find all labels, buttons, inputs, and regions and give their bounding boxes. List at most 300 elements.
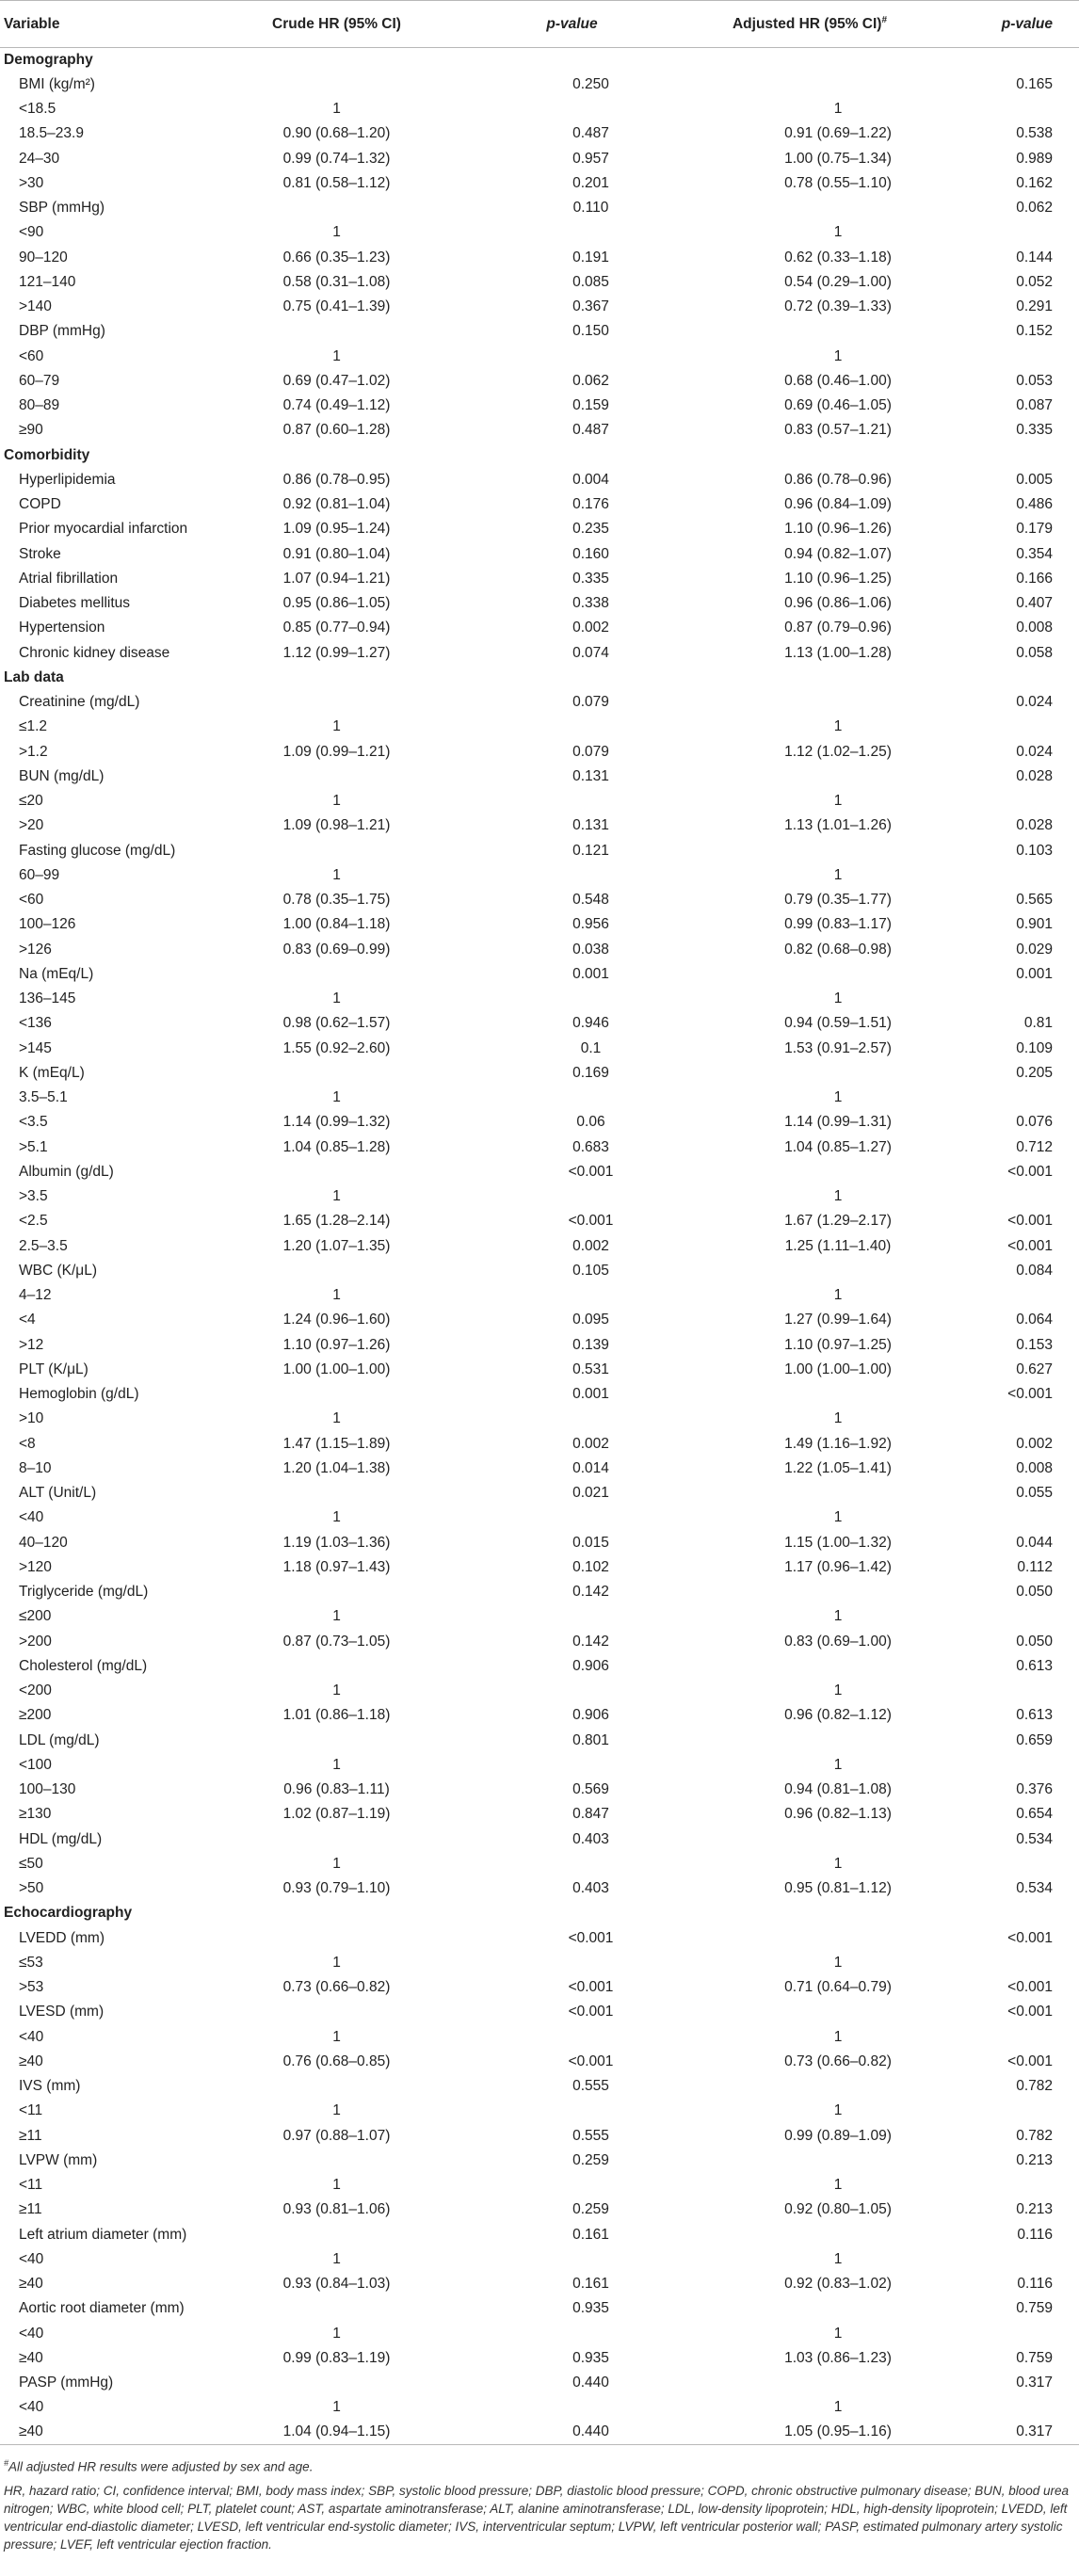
table-row <box>0 1061 1079 1086</box>
adjusted-hr-cell: 1 <box>833 866 843 883</box>
adjusted-hr-cell <box>711 2074 909 2099</box>
crude-p-value-cell: 0.259 <box>572 2151 609 2168</box>
variable-cell: 121–140 <box>19 273 76 290</box>
adjusted-p-value-cell <box>909 1407 1079 1431</box>
table-row <box>0 1778 1079 1802</box>
crude-hr-cell: 0.86 (0.78–0.95) <box>282 471 391 488</box>
crude-hr-cell <box>240 839 433 863</box>
variable-cell: <40 <box>19 2399 44 2416</box>
adjusted-p-value-cell: 0.613 <box>1016 1657 1053 1674</box>
variable-cell: K (mEq/L) <box>19 1064 85 1081</box>
variable-cell: 3.5–5.1 <box>19 1089 68 1106</box>
table-row <box>0 72 1079 97</box>
adjusted-p-value-cell: 0.053 <box>1016 372 1053 389</box>
adjusted-hr-cell: 1 <box>833 1287 843 1304</box>
table-row <box>0 616 1079 640</box>
table-row <box>0 121 1079 146</box>
table-row <box>0 1926 1079 1951</box>
adjusted-p-value-cell: 0.084 <box>1016 1262 1053 1279</box>
crude-hr-cell <box>240 2149 433 2173</box>
adjusted-p-value-cell: 0.486 <box>1016 496 1053 513</box>
adjusted-hr-cell <box>711 2371 909 2395</box>
variable-cell: 136–145 <box>19 990 76 1007</box>
table-row <box>0 2149 1079 2173</box>
crude-hr-cell <box>240 1259 433 1283</box>
crude-hr-cell: 1.20 (1.04–1.38) <box>282 1459 391 1476</box>
crude-hr-cell: 0.93 (0.81–1.06) <box>282 2201 391 2218</box>
adjusted-hr-cell: 1.04 (0.85–1.27) <box>784 1138 892 1155</box>
adjusted-p-value-cell: 0.166 <box>1016 570 1053 587</box>
adjusted-hr-cell: 1.12 (1.02–1.25) <box>784 743 892 760</box>
crude-p-value-cell <box>433 2322 711 2346</box>
adjusted-p-value-cell: 0.213 <box>1016 2151 1053 2168</box>
table-row <box>0 319 1079 344</box>
variable-cell: PASP (mmHg) <box>19 2375 114 2391</box>
adjusted-p-value-cell: 0.354 <box>1016 545 1053 562</box>
adjusted-p-value-cell <box>909 1086 1079 1110</box>
adjusted-p-value-cell: 0.005 <box>1016 471 1053 488</box>
adjusted-p-value-cell: 0.901 <box>1016 916 1053 933</box>
crude-p-value-cell: 0.102 <box>572 1558 609 1575</box>
crude-hr-cell <box>240 72 433 97</box>
adjusted-p-value-cell <box>909 1951 1079 1975</box>
adjusted-p-value-cell: 0.317 <box>1016 2375 1053 2391</box>
crude-hr-cell: 1 <box>332 2325 341 2342</box>
adjusted-hr-cell <box>711 319 909 344</box>
crude-p-value-cell: 0.110 <box>572 200 609 217</box>
crude-hr-cell <box>240 196 433 220</box>
adjusted-p-value-cell: <0.001 <box>1007 2004 1053 2021</box>
crude-p-value-cell: 0.235 <box>572 521 609 538</box>
variable-cell: ≤200 <box>19 1608 52 1625</box>
table-row <box>0 1234 1079 1259</box>
crude-p-value-cell <box>433 2099 711 2123</box>
crude-hr-cell <box>240 1580 433 1604</box>
table-row <box>0 295 1079 319</box>
crude-p-value-cell: 0.487 <box>572 125 609 142</box>
adjusted-hr-cell: 1 <box>833 101 843 118</box>
crude-p-value-cell: 0.142 <box>572 1633 609 1650</box>
header-variable: Variable <box>4 15 60 32</box>
adjusted-p-value-cell: 0.109 <box>1016 1039 1053 1056</box>
adjusted-p-value-cell: 0.064 <box>1016 1312 1053 1328</box>
variable-cell: 100–126 <box>19 916 76 933</box>
adjusted-hr-cell: 1.15 (1.00–1.32) <box>784 1534 892 1551</box>
variable-cell: ≥40 <box>19 2349 43 2366</box>
crude-p-value-cell: 0.403 <box>572 1830 609 1847</box>
variable-cell: COPD <box>19 496 61 513</box>
crude-p-value-cell <box>433 2247 711 2272</box>
crude-p-value-cell: 0.150 <box>572 323 609 340</box>
adjusted-hr-cell: 1.05 (0.95–1.16) <box>784 2423 892 2440</box>
table-row <box>0 813 1079 838</box>
adjusted-hr-cell: 1 <box>833 1188 843 1205</box>
crude-p-value-cell <box>433 2025 711 2050</box>
section-title: Comorbidity <box>4 446 90 463</box>
crude-p-value-cell: <0.001 <box>568 1163 614 1180</box>
variable-cell: ≤1.2 <box>19 718 48 735</box>
adjusted-p-value-cell: 0.759 <box>1016 2349 1053 2366</box>
variable-cell: <11 <box>19 2102 43 2119</box>
table-row <box>0 196 1079 220</box>
crude-hr-cell: 1 <box>332 1188 341 1205</box>
crude-hr-cell: 0.85 (0.77–0.94) <box>282 620 391 636</box>
crude-hr-cell: 0.75 (0.41–1.39) <box>282 298 391 315</box>
adjusted-hr-cell: 1.10 (0.96–1.26) <box>784 521 892 538</box>
adjusted-p-value-cell: <0.001 <box>1007 2053 1053 2069</box>
crude-p-value-cell: 0.335 <box>572 570 609 587</box>
table-row <box>0 2395 1079 2420</box>
table-row <box>0 1481 1079 1505</box>
adjusted-hr-cell: 0.71 (0.64–0.79) <box>784 1979 892 1996</box>
table-row <box>0 641 1079 666</box>
adjusted-p-value-cell <box>909 1679 1079 1703</box>
adjusted-p-value-cell <box>909 863 1079 888</box>
adjusted-p-value-cell: 0.538 <box>1016 125 1053 142</box>
crude-p-value-cell: 0.555 <box>572 2078 609 2095</box>
variable-cell: >53 <box>19 1979 44 1996</box>
adjusted-p-value-cell: 0.407 <box>1016 595 1053 612</box>
adjusted-p-value-cell <box>909 789 1079 813</box>
crude-p-value-cell: 0.569 <box>572 1781 609 1798</box>
adjusted-hr-cell: 0.72 (0.39–1.33) <box>784 298 892 315</box>
crude-p-value-cell <box>433 1086 711 1110</box>
crude-hr-cell: 0.93 (0.79–1.10) <box>282 1880 391 1897</box>
table-row <box>0 987 1079 1011</box>
table-row <box>0 1184 1079 1209</box>
table-row <box>0 1802 1079 1827</box>
table-row <box>0 246 1079 270</box>
variable-cell: <60 <box>19 892 44 909</box>
section-title: Echocardiography <box>4 1905 133 1922</box>
adjusted-p-value-cell: 0.782 <box>1016 2078 1053 2095</box>
table-row <box>0 1827 1079 1852</box>
variable-cell: LVPW (mm) <box>19 2151 98 2168</box>
table-row <box>0 888 1079 912</box>
crude-p-value-cell <box>433 2173 711 2198</box>
crude-p-value-cell: 0.161 <box>572 2276 609 2293</box>
crude-hr-cell: 0.91 (0.80–1.04) <box>282 545 391 562</box>
adjusted-hr-cell: 0.87 (0.79–0.96) <box>784 620 892 636</box>
crude-p-value-cell: 0.176 <box>572 496 609 513</box>
crude-p-value-cell: 0.906 <box>572 1657 609 1674</box>
crude-hr-cell: 1.07 (0.94–1.21) <box>282 570 391 587</box>
variable-cell: ≥40 <box>19 2423 43 2440</box>
table-row <box>0 1555 1079 1580</box>
crude-hr-cell: 1 <box>332 1608 341 1625</box>
crude-hr-cell: 1.09 (0.95–1.24) <box>282 521 391 538</box>
crude-hr-cell: 1.04 (0.85–1.28) <box>282 1138 391 1155</box>
table-row <box>0 740 1079 765</box>
adjusted-p-value-cell: 0.989 <box>1016 150 1053 167</box>
adjusted-hr-cell <box>711 2223 909 2247</box>
variable-cell: >200 <box>19 1633 52 1650</box>
adjusted-hr-cell: 1.17 (0.96–1.42) <box>784 1558 892 1575</box>
adjusted-hr-cell: 1 <box>833 1509 843 1526</box>
table-row <box>0 517 1079 541</box>
crude-p-value-cell: <0.001 <box>568 1213 614 1230</box>
adjusted-hr-cell: 0.62 (0.33–1.18) <box>784 249 892 266</box>
adjusted-hr-cell: 1.27 (0.99–1.64) <box>784 1312 892 1328</box>
crude-hr-cell: 0.69 (0.47–1.02) <box>282 372 391 389</box>
table-row <box>0 1382 1079 1407</box>
variable-cell: >140 <box>19 298 52 315</box>
crude-p-value-cell <box>433 1753 711 1778</box>
table-row <box>0 468 1079 492</box>
adjusted-p-value-cell: 0.055 <box>1016 1485 1053 1502</box>
crude-p-value-cell <box>433 2395 711 2420</box>
adjusted-hr-cell: 1.53 (0.91–2.57) <box>784 1039 892 1056</box>
crude-p-value-cell: 0.440 <box>572 2423 609 2440</box>
adjusted-hr-cell: 1 <box>833 1410 843 1427</box>
crude-hr-cell <box>240 1827 433 1852</box>
crude-hr-cell: 0.74 (0.49–1.12) <box>282 397 391 414</box>
adjusted-p-value-cell: 0.654 <box>1016 1806 1053 1823</box>
crude-hr-cell: 0.90 (0.68–1.20) <box>282 125 391 142</box>
crude-hr-cell <box>240 2371 433 2395</box>
table-row <box>0 220 1079 245</box>
variable-cell: <8 <box>19 1435 36 1452</box>
table-row <box>0 2223 1079 2247</box>
variable-cell: <90 <box>19 224 44 241</box>
crude-p-value-cell: 0.847 <box>572 1806 609 1823</box>
table-row <box>0 1086 1079 1110</box>
variable-cell: Hyperlipidemia <box>19 471 116 488</box>
crude-p-value-cell: 0.161 <box>572 2226 609 2243</box>
adjusted-hr-cell <box>711 690 909 715</box>
crude-p-value-cell: 0.159 <box>572 397 609 414</box>
crude-p-value-cell: 0.935 <box>572 2349 609 2366</box>
crude-p-value-cell <box>433 1951 711 1975</box>
crude-hr-cell: 1 <box>332 101 341 118</box>
crude-p-value-cell: 0.095 <box>572 1312 609 1328</box>
variable-cell: <100 <box>19 1756 52 1773</box>
crude-hr-cell: 1 <box>332 1954 341 1971</box>
table-row <box>0 1654 1079 1679</box>
table-row <box>0 1358 1079 1382</box>
adjusted-hr-cell <box>711 1160 909 1184</box>
crude-p-value-cell: 0.935 <box>572 2300 609 2317</box>
crude-p-value-cell <box>433 1184 711 1209</box>
variable-cell: LDL (mg/dL) <box>19 1731 100 1748</box>
adjusted-hr-cell: 1 <box>833 1954 843 1971</box>
crude-p-value-cell <box>433 863 711 888</box>
variable-cell: <40 <box>19 2028 44 2045</box>
crude-hr-cell: 1.04 (0.94–1.15) <box>282 2423 391 2440</box>
crude-p-value-cell: 0.021 <box>572 1485 609 1502</box>
crude-hr-cell <box>240 1382 433 1407</box>
header-crude-hr: Crude HR (95% CI) <box>272 15 401 32</box>
crude-hr-cell: 0.93 (0.84–1.03) <box>282 2276 391 2293</box>
variable-cell: <40 <box>19 2250 44 2267</box>
variable-cell: ≥40 <box>19 2276 43 2293</box>
crude-p-value-cell: 0.105 <box>572 1262 609 1279</box>
crude-p-value-cell: 0.956 <box>572 916 609 933</box>
adjusted-hr-cell: 0.94 (0.82–1.07) <box>784 545 892 562</box>
crude-p-value-cell <box>433 1407 711 1431</box>
crude-p-value-cell: 0.142 <box>572 1584 609 1601</box>
crude-hr-cell: 1 <box>332 866 341 883</box>
variable-cell: ≤53 <box>19 1954 43 1971</box>
adjusted-hr-cell: 1 <box>833 2177 843 2194</box>
crude-p-value-cell: 0.250 <box>572 75 609 92</box>
crude-hr-cell: 1.14 (0.99–1.32) <box>282 1114 391 1131</box>
table-row <box>0 1679 1079 1703</box>
adjusted-hr-cell <box>711 1654 909 1679</box>
adjusted-hr-cell: 1.03 (0.86–1.23) <box>784 2349 892 2366</box>
crude-hr-cell: 0.87 (0.60–1.28) <box>282 422 391 439</box>
adjusted-p-value-cell: 0.112 <box>1017 1558 1053 1575</box>
table-row <box>0 2346 1079 2371</box>
crude-p-value-cell <box>433 1283 711 1308</box>
adjusted-p-value-cell: 0.050 <box>1016 1633 1053 1650</box>
table-row <box>0 863 1079 888</box>
table-row <box>0 2099 1079 2123</box>
variable-cell: 60–99 <box>19 866 60 883</box>
crude-p-value-cell: 0.259 <box>572 2201 609 2218</box>
crude-hr-cell: 0.73 (0.66–0.82) <box>282 1979 391 1996</box>
adjusted-p-value-cell: 0.782 <box>1016 2127 1053 2144</box>
table-row <box>0 394 1079 418</box>
table-row <box>0 715 1079 739</box>
variable-cell: 60–79 <box>19 372 60 389</box>
table-header <box>0 1 1079 48</box>
crude-p-value-cell: 0.548 <box>572 892 609 909</box>
crude-p-value-cell: 0.487 <box>572 422 609 439</box>
variable-cell: 90–120 <box>19 249 68 266</box>
adjusted-p-value-cell: 0.062 <box>1016 200 1053 217</box>
adjusted-p-value-cell: 0.613 <box>1016 1707 1053 1724</box>
adjusted-p-value-cell: 0.165 <box>1016 75 1053 92</box>
adjusted-p-value-cell: 0.153 <box>1016 1336 1053 1353</box>
crude-p-value-cell: 0.131 <box>572 767 609 784</box>
adjusted-hr-cell <box>711 1382 909 1407</box>
adjusted-hr-cell <box>711 1259 909 1283</box>
crude-hr-cell: 1 <box>332 2102 341 2119</box>
variable-cell: <3.5 <box>19 1114 48 1131</box>
table-row <box>0 1505 1079 1530</box>
crude-p-value-cell <box>433 1505 711 1530</box>
table-row <box>0 2272 1079 2296</box>
crude-hr-cell <box>240 319 433 344</box>
adjusted-hr-cell: 1 <box>833 2102 843 2119</box>
adjusted-hr-cell: 0.94 (0.59–1.51) <box>784 1015 892 1032</box>
crude-hr-cell: 1.00 (0.84–1.18) <box>282 916 391 933</box>
adjusted-hr-cell: 0.78 (0.55–1.10) <box>784 174 892 191</box>
crude-p-value-cell: 0.085 <box>572 273 609 290</box>
adjusted-hr-cell: 0.73 (0.66–0.82) <box>784 2053 892 2069</box>
table-row <box>0 171 1079 196</box>
adjusted-p-value-cell: 0.116 <box>1017 2226 1053 2243</box>
adjusted-hr-cell: 0.95 (0.81–1.12) <box>784 1880 892 1897</box>
variable-cell: SBP (mmHg) <box>19 200 105 217</box>
adjusted-p-value-cell: 0.028 <box>1016 767 1053 784</box>
variable-cell: >1.2 <box>19 743 48 760</box>
table-row <box>0 1852 1079 1876</box>
table-row <box>0 1333 1079 1358</box>
adjusted-hr-cell: 1 <box>833 2399 843 2416</box>
adjusted-hr-cell: 1 <box>833 1682 843 1699</box>
adjusted-p-value-cell <box>909 1505 1079 1530</box>
adjusted-p-value-cell <box>909 345 1079 369</box>
crude-p-value-cell: <0.001 <box>568 2053 614 2069</box>
crude-hr-cell: 1.01 (0.86–1.18) <box>282 1707 391 1724</box>
table-row <box>0 1283 1079 1308</box>
adjusted-p-value-cell: 0.050 <box>1016 1584 1053 1601</box>
crude-hr-cell: 1.20 (1.07–1.35) <box>282 1237 391 1254</box>
crude-p-value-cell: 0.139 <box>572 1336 609 1353</box>
adjusted-hr-cell: 1 <box>833 718 843 735</box>
variable-cell: <40 <box>19 2325 44 2342</box>
adjusted-p-value-cell: 0.376 <box>1016 1781 1053 1798</box>
adjusted-hr-cell: 0.54 (0.29–1.00) <box>784 273 892 290</box>
variable-cell: ≥40 <box>19 2053 43 2069</box>
variable-cell: WBC (K/μL) <box>19 1262 97 1279</box>
crude-hr-cell: 0.96 (0.83–1.11) <box>283 1781 390 1798</box>
adjusted-p-value-cell <box>909 715 1079 739</box>
adjusted-hr-cell: 0.96 (0.84–1.09) <box>784 496 892 513</box>
adjusted-hr-cell <box>711 2296 909 2321</box>
crude-hr-cell: 1.09 (0.99–1.21) <box>282 743 391 760</box>
footnote-abbreviations: HR, hazard ratio; CI, confidence interval; BMI, body mass index; SBP, systolic blood pressure; DBP, diastolic blood pressure; COPD, chronic obstructive pulmonary disease; BUN, blood urea nitrogen; WBC, white blood cell; PLT, platelet count; AST, aspartate aminotransferase; ALT, alanine aminotransferase; LDL, low-density lipoprotein; HDL, high-density lipoprotein; LVEDD, left ventricular end-diastolic diameter; LVESD, left ventricular end-systolic diameter; IVS, interventricular septum; LVPW, left ventricular posterior wall; PASP, estimated pulmonary artery systolic pressure; LVEF, left ventricular ejection fraction. <box>4 2483 1070 2552</box>
table-row <box>0 912 1079 937</box>
table-row <box>0 1135 1079 1160</box>
adjusted-hr-cell: 1 <box>833 1608 843 1625</box>
adjusted-hr-cell: 0.83 (0.69–1.00) <box>784 1633 892 1650</box>
crude-p-value-cell: 0.191 <box>572 249 609 266</box>
crude-hr-cell: 0.81 (0.58–1.12) <box>282 174 391 191</box>
table-row <box>0 1630 1079 1654</box>
adjusted-hr-cell <box>711 1926 909 1951</box>
crude-p-value-cell: 0.001 <box>572 965 609 982</box>
variable-cell: 100–130 <box>19 1781 76 1798</box>
variable-cell: Hypertension <box>19 620 105 636</box>
crude-hr-cell: 0.92 (0.81–1.04) <box>282 496 391 513</box>
table-row <box>0 2198 1079 2222</box>
table-row <box>0 1703 1079 1728</box>
crude-p-value-cell: 0.038 <box>572 941 609 958</box>
crude-p-value-cell <box>433 345 711 369</box>
variable-cell: <4 <box>19 1312 36 1328</box>
section-row <box>0 443 1079 468</box>
crude-hr-cell: 1 <box>332 2177 341 2194</box>
table-row <box>0 1432 1079 1457</box>
table-row <box>0 369 1079 394</box>
crude-hr-cell <box>240 962 433 987</box>
adjusted-hr-cell: 1 <box>833 2028 843 2045</box>
variable-cell: Albumin (g/dL) <box>19 1163 114 1180</box>
variable-cell: ≤50 <box>19 1855 43 1872</box>
table-row <box>0 2421 1079 2445</box>
adjusted-hr-cell: 1 <box>833 2325 843 2342</box>
variable-cell: Prior myocardial infarction <box>19 521 188 538</box>
variable-cell: Aortic root diameter (mm) <box>19 2300 185 2317</box>
crude-hr-cell: 1.18 (0.97–1.43) <box>282 1558 391 1575</box>
adjusted-hr-cell: 0.86 (0.78–0.96) <box>784 471 892 488</box>
crude-p-value-cell: 0.440 <box>572 2375 609 2391</box>
header-p-value-adjusted: p-value <box>1001 15 1053 32</box>
adjusted-hr-cell: 1.13 (1.00–1.28) <box>784 644 892 661</box>
table-row <box>0 1531 1079 1555</box>
crude-hr-cell: 1 <box>332 1410 341 1427</box>
table-row <box>0 2000 1079 2024</box>
adjusted-hr-cell: 1.00 (1.00–1.00) <box>784 1360 892 1377</box>
variable-cell: ≥90 <box>19 422 43 439</box>
adjusted-p-value-cell: 0.024 <box>1016 694 1053 711</box>
section-title: Demography <box>4 51 93 68</box>
table-row <box>0 1457 1079 1481</box>
adjusted-hr-cell: 1.10 (0.97–1.25) <box>784 1336 892 1353</box>
